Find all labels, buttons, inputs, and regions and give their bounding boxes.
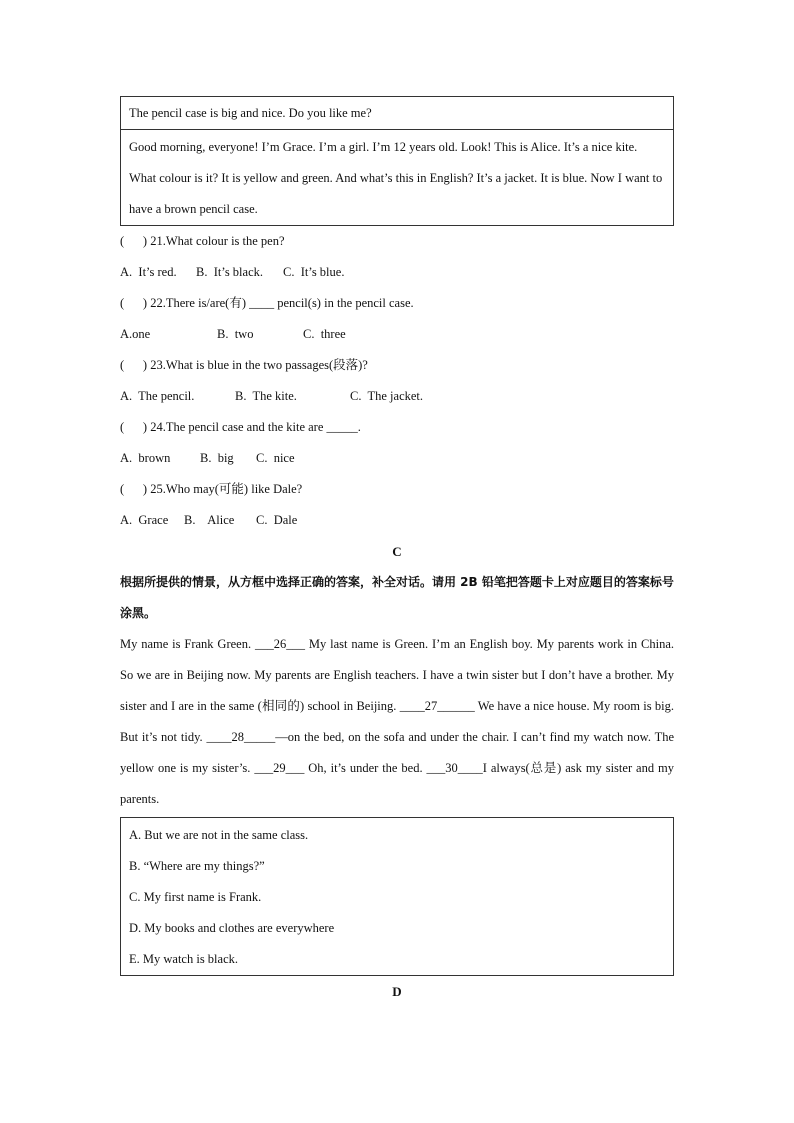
- question-stem: ( ) 22.There is/are(有) ____ pencil(s) in the pencil case.: [120, 296, 414, 310]
- option-c: C. Dale: [256, 513, 298, 527]
- option-a: A. Grace: [120, 513, 169, 527]
- question-stem: ( ) 23.What is blue in the two passages(段落)?: [120, 358, 368, 372]
- choice-b: B. “Where are my things?”: [129, 859, 265, 873]
- option-a: A. It’s red.: [120, 265, 177, 279]
- choice-d: D. My books and clothes are everywhere: [129, 921, 335, 935]
- question-25: [120, 474, 674, 536]
- question-options: [120, 505, 674, 536]
- worksheet-page: [120, 96, 674, 1007]
- choice-e: E. My watch is black.: [129, 952, 239, 966]
- question-stem: ( ) 25.Who may(可能) like Dale?: [120, 482, 303, 496]
- option-b: B. The kite.: [235, 389, 297, 403]
- option-a: A.one: [120, 327, 151, 341]
- option-b: B. Alice: [184, 513, 235, 527]
- question-23: [120, 350, 674, 412]
- section-c-title: C: [392, 544, 402, 559]
- option-c: C. three: [303, 327, 346, 341]
- section-c-passage: My name is Frank Green. ___26___ My last name is Green. I’m an English boy. My parents work in China. So we are in Beijing now. My parents are English teachers. I have a twin sister but I don’t have a brother. My sister and I are in the same (相同的) school in Beijing. ____27______ We have a nice house. My room is big. But it’s not tidy. ____28_____—on the bed, on the sofa and under the chair. I can’t find my watch now. The yellow one is my sister’s. ___29___ Oh, it’s under the bed. ___30____I always(总是) ask my sister and my parents.: [120, 637, 674, 806]
- option-b: B. two: [217, 327, 254, 341]
- passage-box-header: The pencil case is big and nice. Do you like me?: [121, 97, 673, 130]
- option-b: B. It’s black.: [196, 265, 264, 279]
- question-options: [120, 443, 674, 474]
- question-options: [120, 319, 674, 350]
- question-22: [120, 288, 674, 350]
- question-options: [120, 257, 674, 288]
- question-stem: ( ) 21.What colour is the pen?: [120, 234, 285, 248]
- section-c-instruction: 根据所提供的情景，从方框中选择正确的答案，补全对话。请用 2B 铅笔把答题卡上对应题目的答案标号涂黑。: [120, 575, 674, 620]
- question-stem: ( ) 24.The pencil case and the kite are _____.: [120, 420, 361, 434]
- option-a: A. The pencil.: [120, 389, 195, 403]
- answer-choices-box: [120, 817, 674, 976]
- passage-box: [120, 96, 674, 226]
- choice-c: C. My first name is Frank.: [129, 890, 262, 904]
- option-c: C. It’s blue.: [283, 265, 345, 279]
- passage-box-body: Good morning, everyone! I’m Grace. I’m a girl. I’m 12 years old. Look! This is Alice. It’s a nice kite. What colour is it? It is yellow and green. And what’s this in English? It’s a jacket. It is blue. Now I want to have a brown pencil case.: [129, 140, 663, 216]
- question-21: [120, 226, 674, 288]
- section-d-title: D: [392, 984, 402, 999]
- option-a: A. brown: [120, 451, 171, 465]
- option-b: B. big: [200, 451, 234, 465]
- question-options: [120, 381, 674, 412]
- question-24: [120, 412, 674, 474]
- choice-a: A. But we are not in the same class.: [129, 828, 309, 842]
- option-c: C. The jacket.: [350, 389, 424, 403]
- option-c: C. nice: [256, 451, 295, 465]
